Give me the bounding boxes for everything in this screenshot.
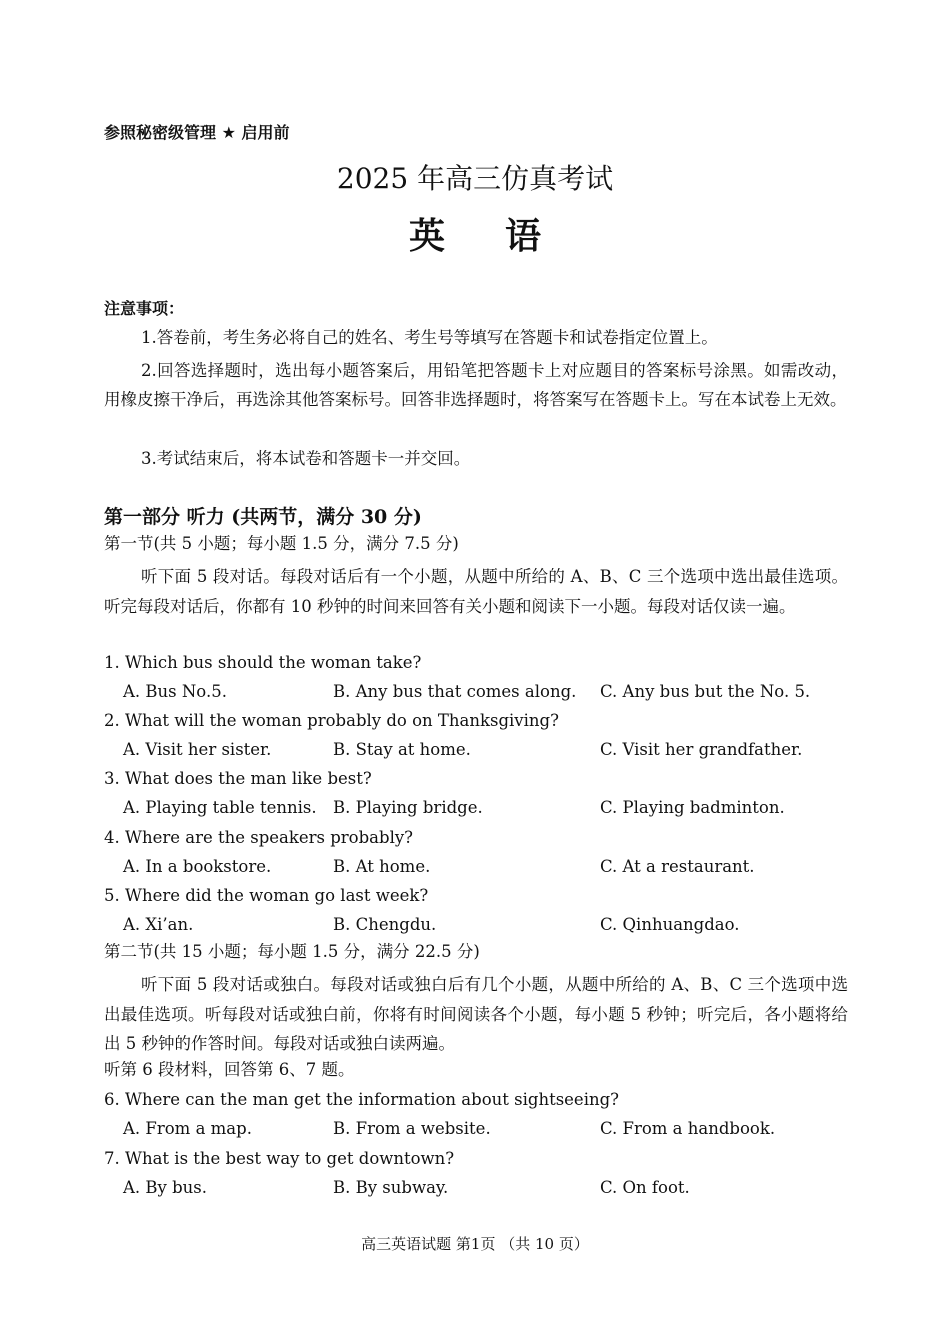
question-stem: 7. What is the best way to get downtown? (104, 1149, 455, 1168)
option-b: B. From a website. (333, 1119, 491, 1138)
question-stem: 5. Where did the woman go last week? (104, 886, 429, 905)
option-c: C. Visit her grandfather. (600, 740, 803, 759)
subject-title: 英语 (408, 215, 601, 257)
section1-instructions: 听下面 5 段对话。每段对话后有一个小题，从题中所给的 A、B、C 三个选项中选出最佳选项。听完每段对话后，你都有 10 秒钟的时间来回答有关小题和阅读下一小题。每段对话仅读一遍。 (104, 567, 848, 616)
exam-title: 2025 年高三仿真考试 (336, 162, 614, 195)
notice-item-1: 1.答卷前，考生务必将自己的姓名、考生号等填写在答题卡和试卷指定位置上。 (141, 328, 718, 347)
option-a: A. Playing table tennis. (123, 798, 317, 817)
option-c: C. Playing badminton. (600, 798, 785, 817)
option-c: C. Qinhuangdao. (600, 915, 740, 934)
page-footer: 高三英语试题 第1页 （共 10 页） (361, 1235, 589, 1253)
option-c: C. Any bus but the No. 5. (600, 682, 811, 701)
option-a: A. In a bookstore. (123, 857, 272, 876)
option-a: A. Bus No.5. (123, 682, 227, 701)
notice-item-2: 2.回答选择题时，选出每小题答案后，用铅笔把答题卡上对应题目的答案标号涂黑。如需改动，用橡皮擦干净后，再选涂其他答案标号。回答非选择题时，将答案写在答题卡上。写在本试卷上无效。 (104, 361, 848, 409)
section2-title: 第二节(共 15 小题；每小题 1.5 分，满分 22.5 分) (104, 942, 480, 961)
question-stem: 1. Which bus should the woman take? (104, 653, 422, 672)
notice-title: 注意事项： (104, 299, 185, 318)
section1-title: 第一节(共 5 小题；每小题 1.5 分，满分 7.5 分) (104, 534, 459, 553)
question-stem: 3. What does the man like best? (104, 769, 372, 788)
notice-item-3: 3.考试结束后，将本试卷和答题卡一并交回。 (141, 449, 471, 468)
option-b: B. Chengdu. (333, 915, 437, 934)
secrecy-label: 参照秘密级管理 ★ 启用前 (104, 123, 290, 142)
option-b: B. Any bus that comes along. (333, 682, 577, 701)
option-c: C. From a handbook. (600, 1119, 776, 1138)
option-a: A. Visit her sister. (123, 740, 272, 759)
option-b: B. At home. (333, 857, 431, 876)
question-stem: 6. Where can the man get the information about sightseeing? (104, 1090, 620, 1109)
material-note: 听第 6 段材料，回答第 6、7 题。 (104, 1060, 355, 1079)
question-stem: 2. What will the woman probably do on Thanksgiving? (104, 711, 559, 730)
option-a: A. Xi’an. (123, 915, 194, 934)
question-stem: 4. Where are the speakers probably? (104, 828, 414, 847)
part1-title: 第一部分 听力 (共两节，满分 30 分) (104, 506, 422, 528)
option-a: A. From a map. (123, 1119, 252, 1138)
option-b: B. Playing bridge. (333, 798, 483, 817)
option-c: C. At a restaurant. (600, 857, 755, 876)
option-b: B. By subway. (333, 1178, 449, 1197)
option-c: C. On foot. (600, 1178, 690, 1197)
section2-instructions: 听下面 5 段对话或独白。每段对话或独白后有几个小题，从题中所给的 A、B、C 三个选项中选出最佳选项。听每段对话或独白前，你将有时间阅读各个小题，每小题 5 秒钟；听完后，各小题将给出 5 秒钟的作答时间。每段对话或独白读两遍。 (104, 975, 848, 1053)
option-a: A. By bus. (123, 1178, 207, 1197)
option-b: B. Stay at home. (333, 740, 471, 759)
